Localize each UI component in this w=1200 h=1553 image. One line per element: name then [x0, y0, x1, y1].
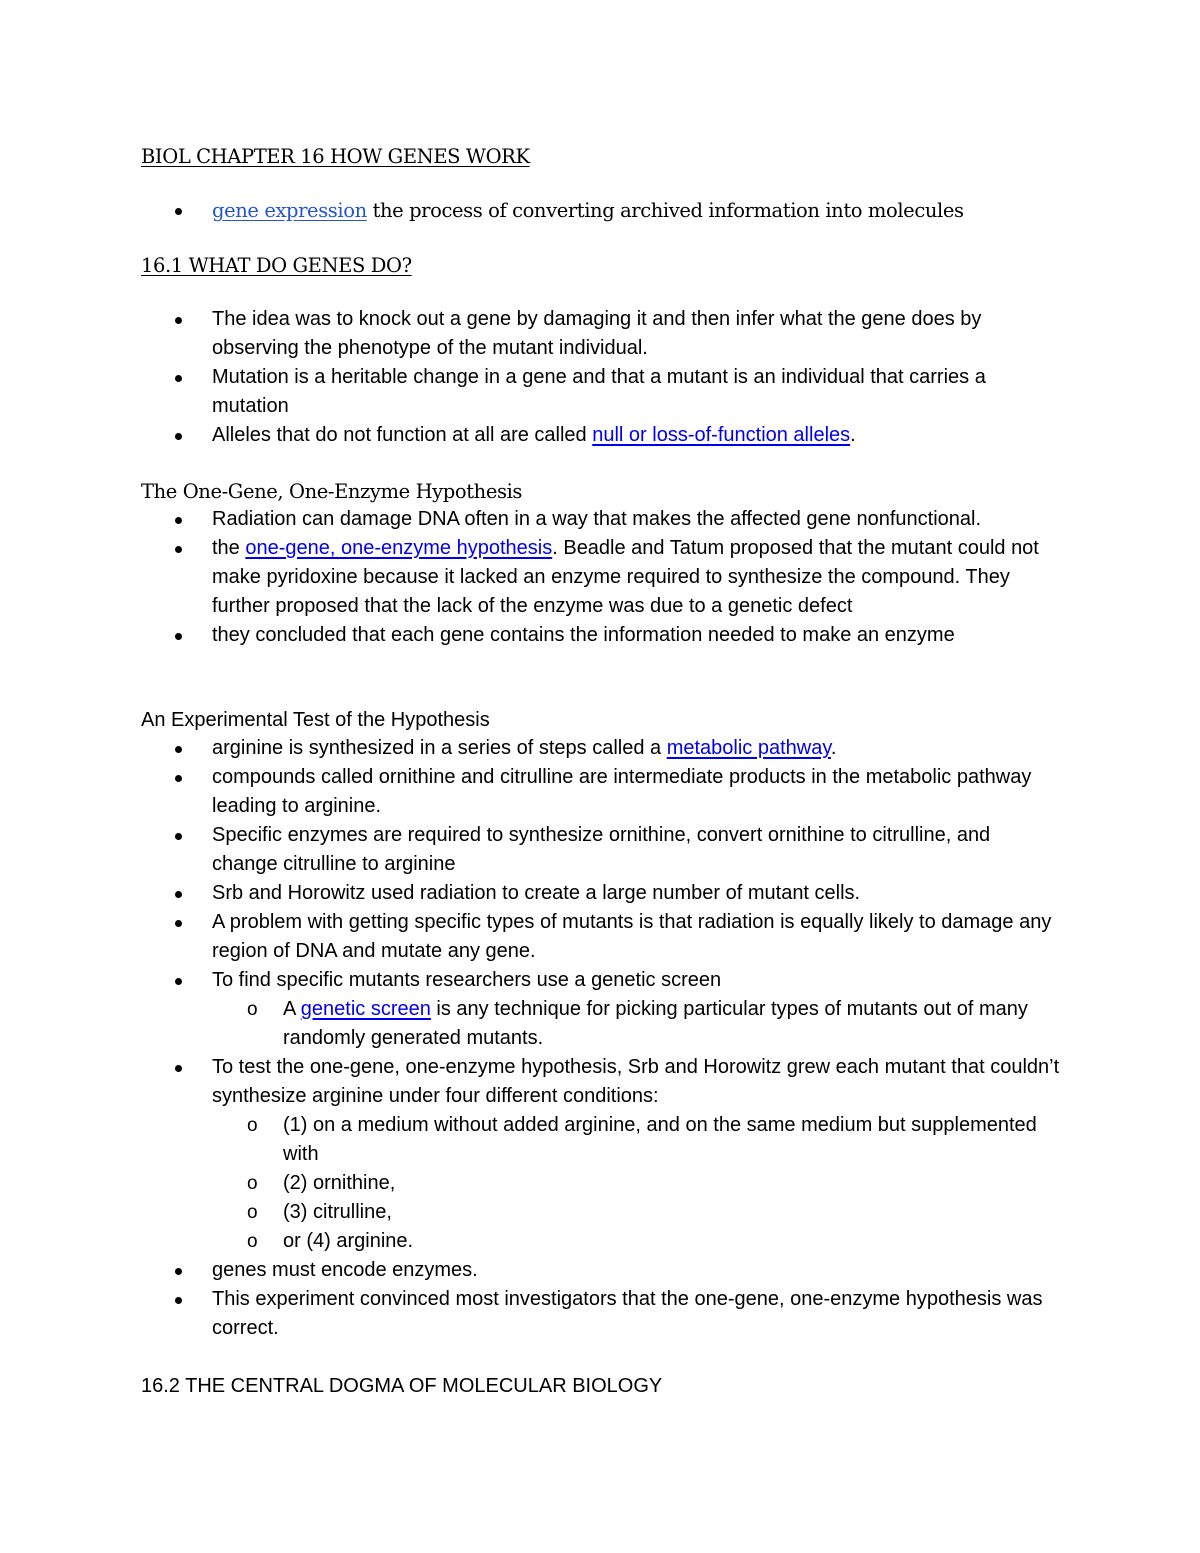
document-title: BIOL CHAPTER 16 HOW GENES WORK [141, 145, 530, 168]
list-item [141, 734, 1061, 763]
one-gene-one-enzyme-link[interactable]: one-gene, one-enzyme hypothesis [245, 537, 553, 559]
experiment-list [141, 734, 1061, 1343]
section-16-1-list [141, 305, 1061, 450]
sub-list-item: o or (4) arginine. [141, 1227, 1061, 1256]
sub-list-item: o (2) ornithine, [141, 1169, 1061, 1198]
item-text: arginine is synthesized in a series of steps called a [212, 737, 667, 759]
subheading-experimental-test: An Experimental Test of the Hypothesis [141, 709, 490, 731]
list-item: Srb and Horowitz used radiation to create a large number of mutant cells. [141, 879, 1061, 908]
list-item: Radiation can damage DNA often in a way that makes the affected gene nonfunctional. [141, 505, 1061, 534]
metabolic-pathway-link[interactable]: metabolic pathway [666, 737, 831, 759]
intro-text: the process of converting archived information into molecules [366, 199, 964, 222]
null-alleles-link[interactable]: null or loss-of-function alleles [592, 424, 851, 446]
intro-list [141, 196, 1061, 225]
list-item: To test the one-gene, one-enzyme hypothesis, Srb and Horowitz grew each mutant that couldn’t synthesize arginine under four different conditions: [141, 1053, 1061, 1111]
list-item: This experiment convinced most investigators that the one-gene, one-enzyme hypothesis was correct. [141, 1285, 1061, 1343]
item-text: . [850, 424, 856, 446]
list-item: A problem with getting specific types of mutants is that radiation is equally likely to damage any region of DNA and mutate any gene. [141, 908, 1061, 966]
list-item: they concluded that each gene contains the information needed to make an enzyme [141, 621, 1061, 650]
list-item [141, 196, 1061, 225]
section-heading-16-1: 16.1 WHAT DO GENES DO? [141, 254, 412, 277]
item-text: . Beadle and Tatum proposed that the mutant could not make pyridoxine because it lacked an enzyme required to synthesize the compound. They further proposed that the lack of the enzyme was due to a genetic defect [212, 537, 1039, 617]
one-gene-list [141, 505, 1061, 650]
item-text: the [212, 537, 246, 559]
list-item: Specific enzymes are required to synthesize ornithine, convert ornithine to citrulline, and change citrulline to arginine [141, 821, 1061, 879]
sub-list-item: o (3) citrulline, [141, 1198, 1061, 1227]
list-item [141, 421, 1061, 450]
item-text: . [830, 737, 837, 759]
list-item [141, 534, 1061, 621]
item-text: Alleles that do not function at all are called [212, 424, 593, 446]
section-heading-16-2: 16.2 THE CENTRAL DOGMA OF MOLECULAR BIOLOGY [141, 1375, 663, 1397]
item-text: is any technique for picking particular types of mutants out of many randomly generated mutants. [283, 998, 1028, 1049]
sub-list-item: o (1) on a medium without added arginine, and on the same medium but supplemented with [141, 1111, 1061, 1169]
list-item: The idea was to knock out a gene by damaging it and then infer what the gene does by observing the phenotype of the mutant individual. [141, 305, 1061, 363]
list-item: compounds called ornithine and citrulline are intermediate products in the metabolic pathway leading to arginine. [141, 763, 1061, 821]
list-item: To find specific mutants researchers use a genetic screen [141, 966, 1061, 995]
item-text: A [283, 998, 301, 1020]
sub-list-item [141, 995, 1061, 1053]
list-item: genes must encode enzymes. [141, 1256, 1061, 1285]
genetic-screen-link[interactable]: genetic screen [300, 998, 431, 1020]
subheading-one-gene-one-enzyme: The One-Gene, One-Enzyme Hypothesis [141, 480, 523, 503]
gene-expression-link[interactable]: gene expression [212, 199, 367, 222]
list-item: Mutation is a heritable change in a gene and that a mutant is an individual that carries a mutation [141, 363, 1061, 421]
